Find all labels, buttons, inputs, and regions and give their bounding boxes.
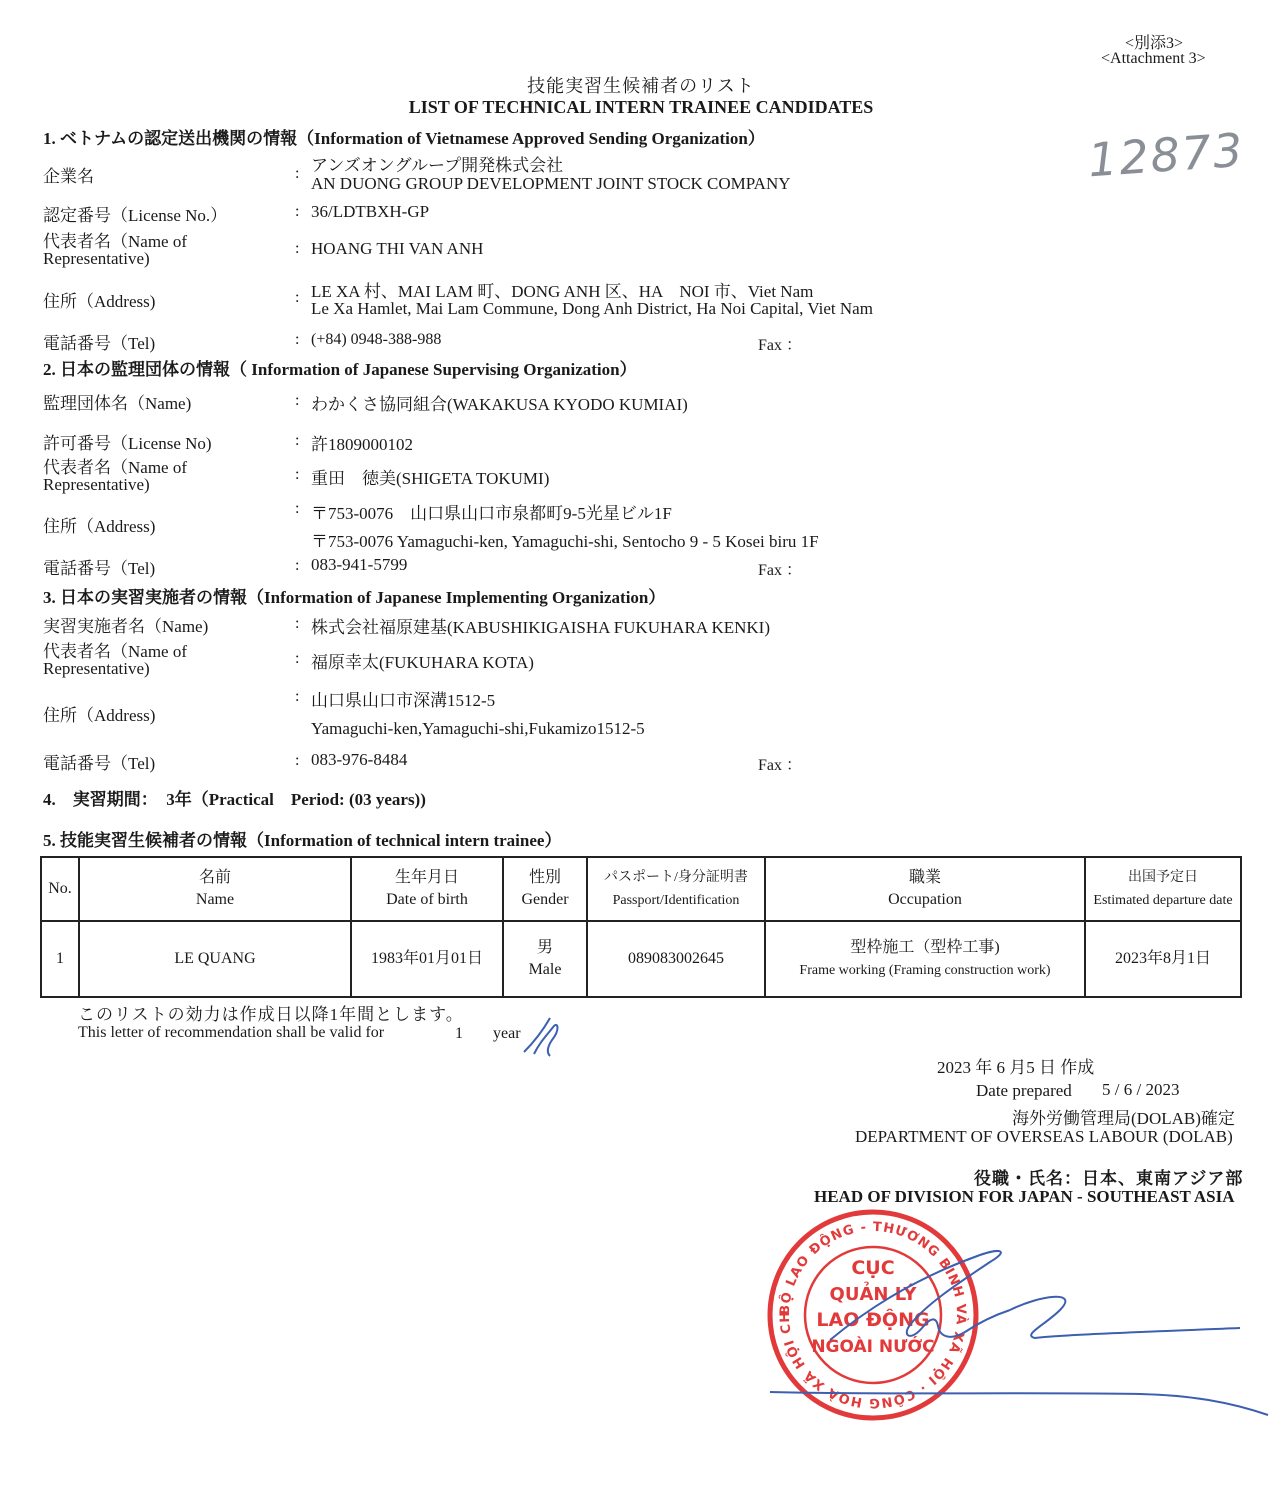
s2-name: わかくさ協同組合(WAKAKUSA KYODO KUMIAI) [311, 395, 688, 414]
section-5-heading: 5. 技能実習生候補者の情報（Information of technical intern trainee） [43, 831, 562, 850]
header-no: No. [41, 857, 79, 921]
colon: : [295, 650, 300, 667]
cell-dob: 1983年01月01日 [351, 921, 503, 997]
colon: : [295, 289, 300, 306]
date-prepared-jp: 2023 年 6 月5 日 作成 [937, 1058, 1095, 1077]
s1-fax-label: Fax ： [758, 337, 803, 354]
cell-name: LE QUANG [79, 921, 351, 997]
colon: : [295, 615, 300, 632]
s1-company-en: AN DUONG GROUP DEVELOPMENT JOINT STOCK COMPANY [311, 174, 791, 193]
s3-name-label: 実習実施者名（Name) [43, 617, 209, 636]
handwritten-number: 12873 [1086, 122, 1247, 188]
s2-rep: 重田 徳美(SHIGETA TOKUMI) [311, 469, 550, 488]
header-departure: 出国予定日 Estimated departure date [1085, 857, 1241, 921]
colon: : [295, 392, 300, 409]
signature [760, 1220, 1271, 1430]
colon: : [295, 240, 300, 257]
colon: : [295, 165, 300, 182]
s2-license: 許1809000102 [311, 435, 413, 454]
section-3-heading: 3. 日本の実習実施者の情報（Information of Japanese Implementing Organization） [43, 588, 666, 607]
header-passport: パスポート/身分証明書 Passport/Identification [587, 857, 765, 921]
section-4-heading: 4. 実習期間： 3年（Practical Period: (03 years)) [43, 790, 426, 809]
s3-rep-label-2: Representative) [43, 659, 150, 678]
s3-addr-label: 住所（Address) [43, 706, 156, 725]
s1-addr-label: 住所（Address) [43, 292, 156, 311]
section-2-heading: 2. 日本の監理団体の情報（ Information of Japanese Supervising Organization） [43, 360, 637, 379]
section-1-heading: 1. ベトナムの認定送出機関の情報（Information of Vietnamese Approved Sending Organization） [43, 129, 765, 148]
s3-addr-en: Yamaguchi-ken,Yamaguchi-shi,Fukamizo1512-5 [311, 719, 645, 738]
s1-rep-label: 代表者名（Name of [43, 232, 188, 251]
table-header-row [41, 857, 1241, 921]
stamp-line-4: NGOÀI NƯỚC [811, 1337, 935, 1357]
s1-tel-label: 電話番号（Tel) [43, 334, 156, 353]
s2-addr-en: 〒753-0076 Yamaguchi-ken, Yamaguchi-shi, Sentocho 9 - 5 Kosei biru 1F [311, 532, 819, 551]
initials-scribble [520, 1012, 566, 1060]
s2-rep-label: 代表者名（Name of [43, 458, 188, 477]
colon: : [295, 688, 300, 705]
s1-company-jp: アンズオングループ開発株式会社 [311, 156, 564, 175]
s3-tel-label: 電話番号（Tel) [43, 754, 156, 773]
s2-tel: 083-941-5799 [311, 555, 408, 574]
s3-tel: 083-976-8484 [311, 750, 408, 769]
s2-tel-label: 電話番号（Tel) [43, 559, 156, 578]
colon: : [295, 466, 300, 483]
title-jp: 技能実習生候補者のリスト [527, 76, 755, 96]
attachment-label-jp: <別添3> [1125, 35, 1184, 52]
cell-no: 1 [41, 921, 79, 997]
colon: : [295, 432, 300, 449]
header-gender: 性別 Gender [503, 857, 587, 921]
validity-en: This letter of recommendation shall be valid for [78, 1024, 385, 1041]
colon: : [295, 557, 300, 574]
stamp-line-3: LAO ĐỘNG [816, 1309, 930, 1331]
s3-fax-label: Fax ： [758, 757, 803, 774]
department-jp: 海外労働管理局(DOLAB)確定 [1012, 1109, 1235, 1128]
header-occupation: 職業 Occupation [765, 857, 1085, 921]
trainee-table [40, 856, 1242, 998]
cell-gender: 男 Male [503, 921, 587, 997]
colon: : [295, 752, 300, 769]
s1-rep-label-2: Representative) [43, 249, 150, 268]
colon: : [295, 331, 300, 348]
cell-passport: 089083002645 [587, 921, 765, 997]
attachment-label-en: <Attachment 3> [1101, 50, 1206, 67]
stamp-line-1: CỤC [851, 1257, 895, 1279]
title-en: LIST OF TECHNICAL INTERN TRAINEE CANDIDATES [408, 97, 874, 117]
s1-license: 36/LDTBXH-GP [311, 202, 430, 221]
colon: : [295, 203, 300, 220]
s1-company-label: 企業名 [43, 167, 94, 186]
s2-rep-label-2: Representative) [43, 475, 150, 494]
validity-jp: このリストの効力は作成日以降1年間とします。 [78, 1005, 464, 1024]
svg-text:BỘ LAO ĐỘNG - THƯƠNG BINH VÀ X: BỘ LAO ĐỘNG - THƯƠNG BINH VÀ XÃ HỘI · CỘNG HOÀ XÃ HỘI CH [777, 1219, 969, 1411]
cell-occupation: 型枠施工（型枠工事) Frame working (Framing construction work) [765, 921, 1085, 997]
position-jp: 役職・氏名：日本、東南アジア部 [974, 1169, 1244, 1188]
s2-fax-label: Fax ： [758, 562, 803, 579]
table-row [41, 921, 1241, 997]
position-en: HEAD OF DIVISION FOR JAPAN - SOUTHEAST ASIA [814, 1187, 1235, 1206]
s3-name: 株式会社福原建基(KABUSHIKIGAISHA FUKUHARA KENKI) [311, 618, 770, 637]
s1-license-label: 認定番号（License No.） [43, 206, 228, 225]
s1-addr-jp: LE XA 村、MAI LAM 町、DONG ANH 区、HA NOI 市、Viet Nam [311, 282, 814, 301]
s2-addr-label: 住所（Address) [43, 517, 156, 536]
s1-tel: (+84) 0948-388-988 [311, 331, 442, 348]
date-prepared-value: 5 / 6 / 2023 [1102, 1080, 1180, 1099]
cell-departure: 2023年8月1日 [1085, 921, 1241, 997]
header-dob: 生年月日 Date of birth [351, 857, 503, 921]
department-en: DEPARTMENT OF OVERSEAS LABOUR (DOLAB) [855, 1127, 1233, 1146]
s2-addr-jp: 〒753-0076 山口県山口市泉都町9-5光星ビル1F [311, 504, 672, 523]
s3-rep-label: 代表者名（Name of [43, 642, 188, 661]
colon: : [295, 500, 300, 517]
validity-number: 1 [455, 1025, 463, 1042]
stamp-line-2: QUẢN LÝ [829, 1284, 917, 1305]
s3-addr-jp: 山口県山口市深溝1512-5 [311, 691, 496, 710]
s2-name-label: 監理団体名（Name) [43, 394, 192, 413]
s1-addr-en: Le Xa Hamlet, Mai Lam Commune, Dong Anh District, Ha Noi Capital, Viet Nam [311, 299, 873, 318]
s3-rep: 福原幸太(FUKUHARA KOTA) [311, 653, 534, 672]
s1-rep: HOANG THI VAN ANH [311, 239, 484, 258]
s2-license-label: 許可番号（License No) [43, 434, 212, 453]
validity-unit: year [493, 1025, 521, 1042]
header-name: 名前 Name [79, 857, 351, 921]
date-prepared-label: Date prepared [976, 1081, 1072, 1100]
